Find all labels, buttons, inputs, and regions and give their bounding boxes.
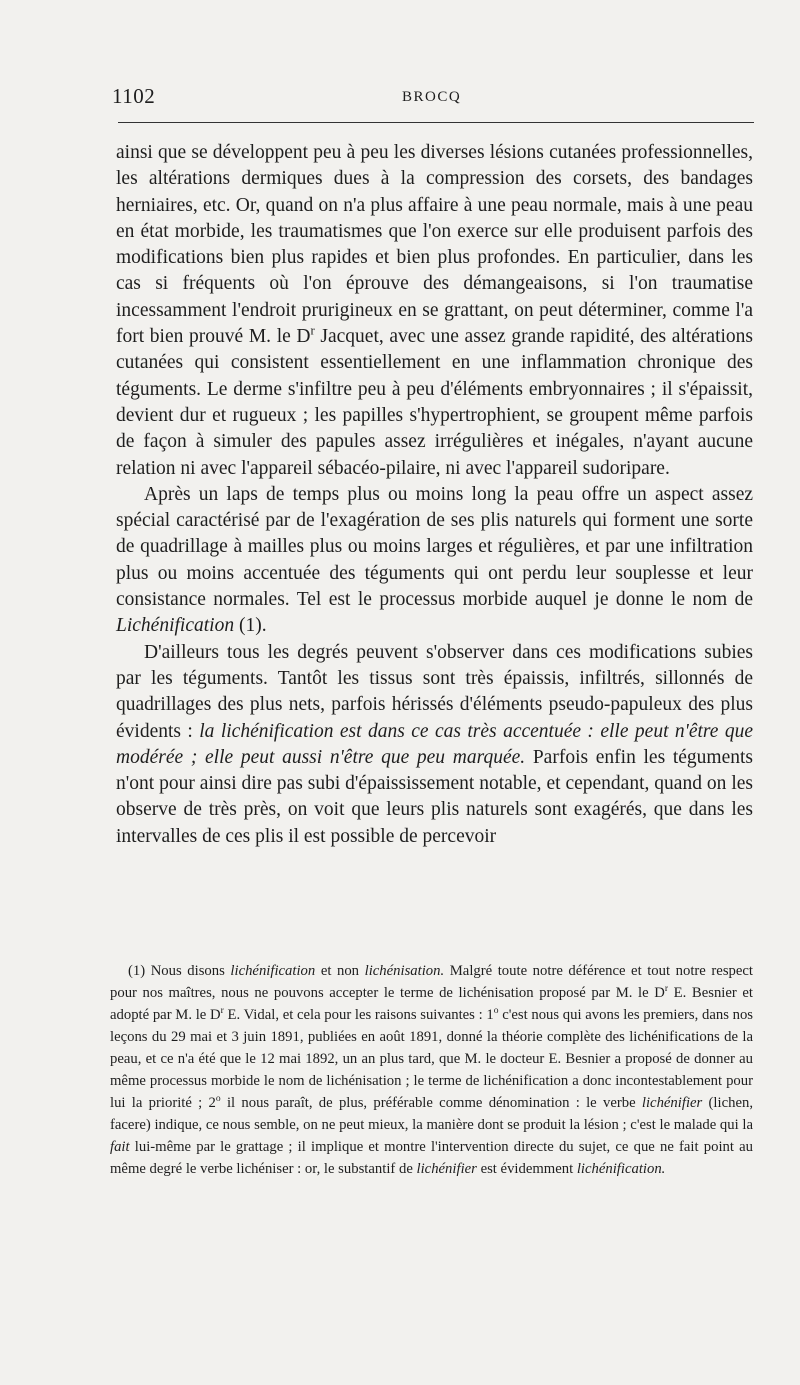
footnote-italic: lichénifier bbox=[641, 1095, 703, 1111]
footnote-superscript: o bbox=[493, 1005, 499, 1017]
paragraph-3-text-a: D'ailleurs tous les degrés peuvent s'observer dans ces modifications subies par les téguments. Tantôt les tissus sont très épaissis, infiltrés, sillonnés de quadrillages des plus nets, parfois hérissés d'éléments pseudo-papuleux des plus évidents : bbox=[116, 641, 753, 742]
footnote-superscript: r bbox=[664, 983, 669, 995]
page-header bbox=[112, 84, 752, 110]
page-number: 1102 bbox=[112, 84, 156, 108]
footnote-text: (1) Nous disons bbox=[128, 963, 231, 979]
footnote-italic: lichénisation. bbox=[364, 963, 445, 979]
paragraph-1-text-b: Jacquet, avec une assez grande rapidité, des altérations cutanées qui consistent essentiellement en une inflammation chronique des téguments. Le derme s'infiltre peu à peu d'éléments embryonnaires ; il s'épaissit, devient dur et rugueux ; les papilles s'hypertrophient, se groupent même parfois de façon à simuler des papules assez irrégulières et inégales, n'ayant aucune relation ni avec l'appareil sébacéo-pilaire, ni avec l'appareil sudoripare. bbox=[116, 326, 754, 479]
footnote-1 bbox=[110, 960, 753, 1180]
footnote-text: c'est nous qui avons les premiers, dans nos leçons du 29 mai et 3 juin 1891, publiées en août 1891, donné la théorie complète des lichénifications de la peau, et ce n'a été que le 12 mai 1892, un an plus tard, que M. le docteur E. Besnier a proposé de donner au même processus morbide le nom de lichénisation ; le terme de lichénification a donc incontestablement pour lui la priorité ; 2 bbox=[110, 1007, 753, 1111]
footnote-text: E. Vidal, et cela pour les raisons suivantes : 1 bbox=[223, 1007, 494, 1023]
footnote-text: et non bbox=[315, 963, 365, 979]
footnote-text: Malgré toute notre déférence et tout notre respect pour nos maîtres, nous ne pouvons accepter le terme de lichénisation proposé par M. le D bbox=[110, 963, 753, 1001]
footnotes bbox=[110, 960, 753, 1180]
paragraph-2-italic: Lichénification bbox=[116, 615, 235, 637]
paragraph-1-text-a: ainsi que se développent peu à peu les diverses lésions cutanées professionnelles, les altérations dermiques dues à la compression des corsets, des bandages herniaires, etc. Or, quand on n'a plus affaire à une peau normale, mais à une peau en état morbide, les traumatismes que l'on exerce sur elle produisent parfois des modifications bien plus rapides et bien plus profondes. En particulier, dans les cas si fréquents où l'on éprouve des démangeaisons, si l'on traumatise incessamment l'endroit prurigineux en se grattant, on peut déterminer, comme l'a fort bien prouvé M. le D bbox=[116, 142, 753, 348]
footnote-italic: lichénification bbox=[230, 963, 316, 979]
footnote-italic: lichénifier bbox=[416, 1161, 477, 1177]
footnote-italic: fait bbox=[110, 1139, 130, 1155]
header-rule bbox=[118, 122, 754, 123]
paragraph-2-text-a: Après un laps de temps plus ou moins long la peau offre un aspect assez spécial caractérisé par de l'exagération de ses plis naturels qui forment une sorte de quadrillage à mailles plus ou moins larges et régulières, et par une infiltration plus ou moins accentuée des téguments qui ont perdu leur souplesse et leur consistance normales. Tel est le processus morbide auquel je donne le nom de bbox=[116, 483, 753, 611]
paragraph-1-superscript: r bbox=[310, 323, 315, 338]
paragraph-3 bbox=[116, 640, 753, 850]
footnote-text: (lichen, facere) indique, ce nous semble, on ne peut mieux, la manière dont se produit la lésion ; c'est le malade qui la bbox=[110, 1095, 753, 1133]
paragraph-3-italic: la lichénification est dans ce cas très accentuée : elle peut n'être que modérée ; elle peut aussi n'être que peu marquée. bbox=[116, 720, 753, 768]
paragraph-3-text-b: Parfois enfin les téguments n'ont pour ainsi dire pas subi d'épaississement notable, et cependant, quand on les observe de très près, on voit que leurs plis naturels sont exagérés, que dans les intervalles de ces plis il est possible de percevoir bbox=[116, 746, 754, 847]
running-head: BROCQ bbox=[402, 89, 462, 105]
footnote-text: il nous paraît, de plus, préférable comme dénomination : le verbe bbox=[220, 1095, 642, 1111]
footnote-text: E. Besnier et adopté par M. le D bbox=[110, 985, 754, 1023]
paragraph-2 bbox=[116, 482, 753, 640]
footnote-text: est évidemment bbox=[476, 1161, 577, 1177]
paragraph-1 bbox=[116, 140, 753, 482]
footnote-text: lui-même par le grattage ; il implique et montre l'intervention directe du sujet, ce que ne fait point au même degré le verbe lichéniser : or, le substantif de bbox=[110, 1139, 753, 1177]
paragraph-2-text-b: (1). bbox=[234, 615, 267, 637]
footnote-italic: lichénification. bbox=[576, 1161, 666, 1177]
footnote-superscript: o bbox=[215, 1093, 221, 1105]
footnote-superscript: r bbox=[220, 1005, 224, 1017]
body-text bbox=[116, 140, 753, 850]
